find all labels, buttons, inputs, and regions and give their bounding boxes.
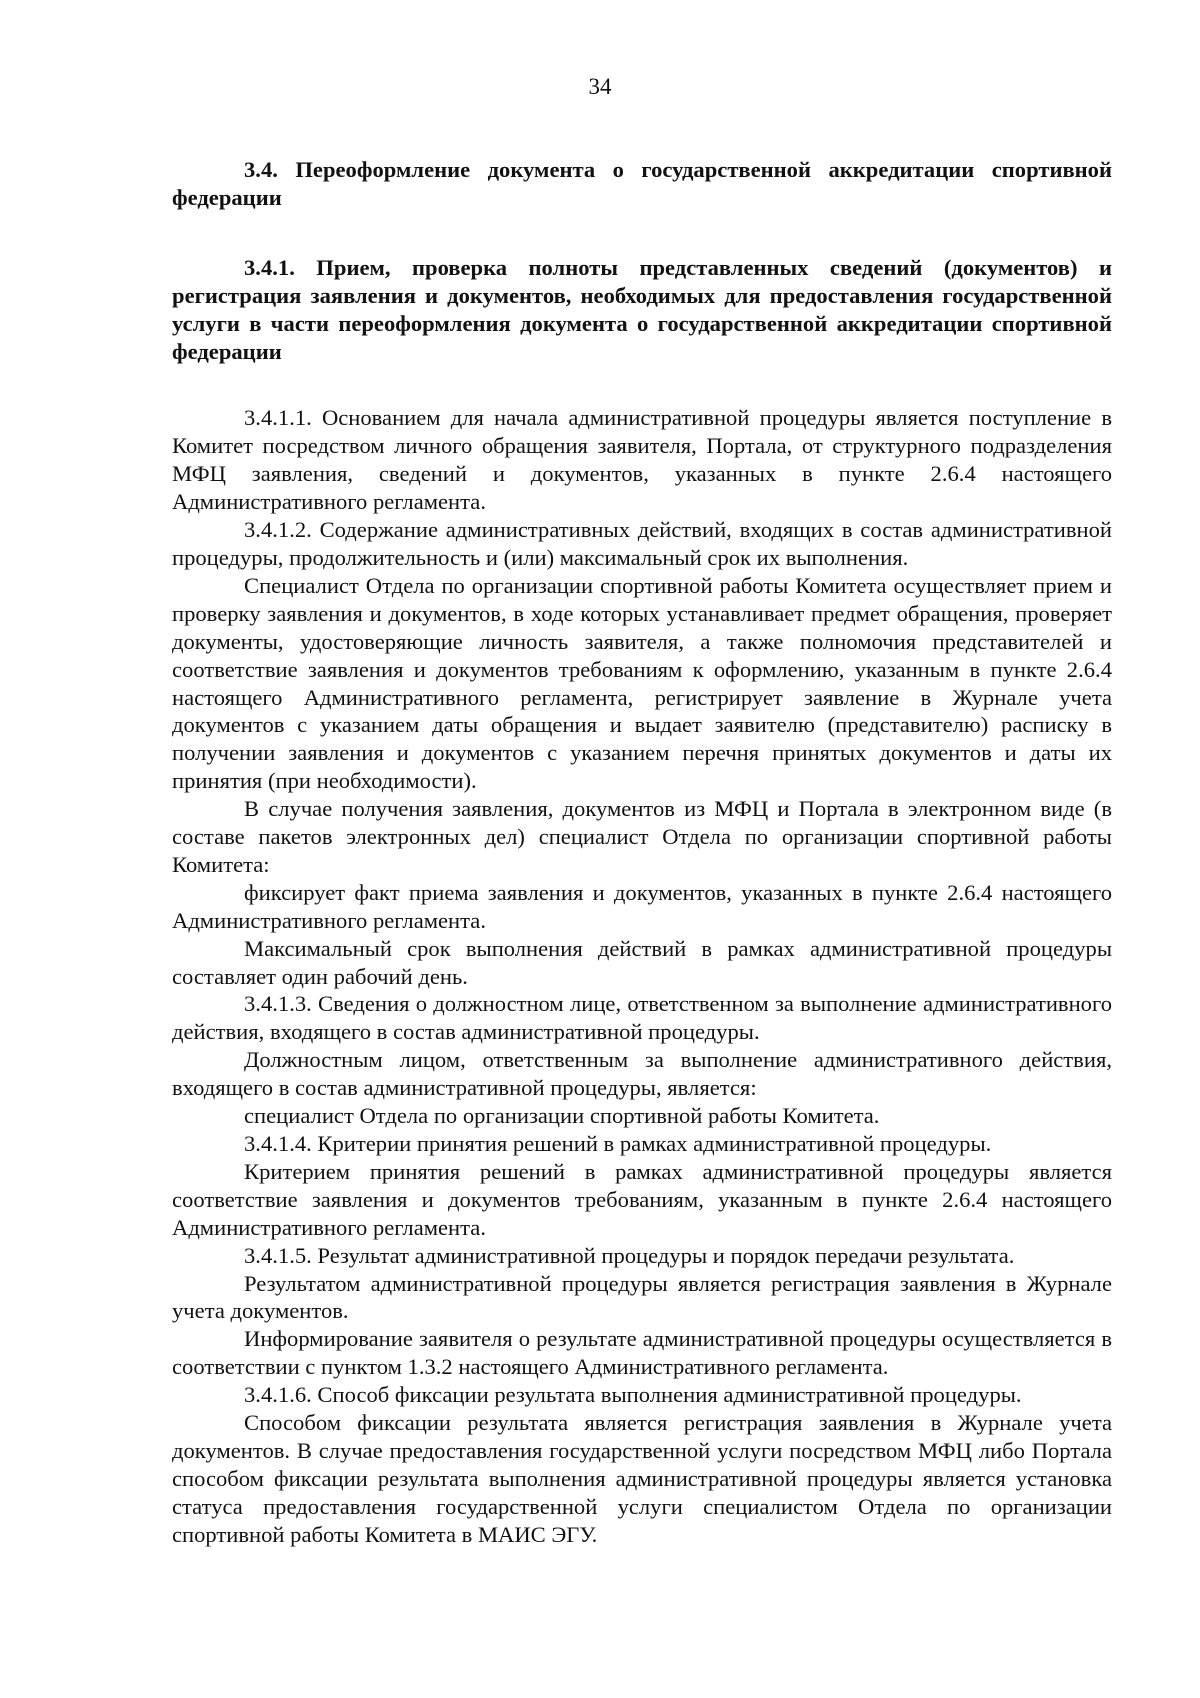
paragraph: Результатом административной процедуры является регистрация заявления в Журнале учета документов. bbox=[172, 1270, 1112, 1324]
section-heading: 3.4. Переоформление документа о государственной аккредитации спортивной федерации bbox=[172, 157, 1112, 210]
paragraph: Способом фиксации результата является регистрация заявления в Журнале учета документов. В случае предоставления государственной услуги посредством МФЦ либо Портала способом фиксации результата выполнения административной процедуры является установка статуса предоставления государственной услуги специалистом Отдела по организации спортивной работы Комитета в МАИС ЭГУ. bbox=[172, 1410, 1112, 1547]
paragraph: 3.4.1.6. Способ фиксации результата выполнения административной процедуры. bbox=[244, 1382, 1022, 1408]
paragraph: 3.4.1.4. Критерии принятия решений в рамках административной процедуры. bbox=[244, 1131, 992, 1156]
paragraph: 3.4.1.5. Результат административной процедуры и порядок передачи результата. bbox=[244, 1242, 1015, 1268]
paragraph: фиксирует факт приема заявления и документов, указанных в пункте 2.6.4 настоящего Административного регламента. bbox=[172, 879, 1112, 933]
paragraph: Критерием принятия решений в рамках административной процедуры является соответствие заявления и документов требованиям, указанным в пункте 2.6.4 настоящего Административного регламента. bbox=[172, 1158, 1112, 1240]
paragraph: В случае получения заявления, документов из МФЦ и Портала в электронном виде (в составе пакетов электронных дел) специалист Отдела по организации спортивной работы Комитета: bbox=[172, 796, 1112, 877]
subsection-heading: 3.4.1. Прием, проверка полноты представленных сведений (документов) и регистрация заявления и документов, необходимых для предоставления государственной услуги в части переоформления документа о государственной аккредитации спортивной федерации bbox=[172, 254, 1112, 364]
document-body bbox=[172, 156, 1112, 1549]
paragraph: 3.4.1.1. Основанием для начала административной процедуры является поступление в Комитет посредством личного обращения заявителя, Портала, от структурного подразделения МФЦ заявления, сведений и документов, указанных в пункте 2.6.4 настоящего Административного регламента. bbox=[172, 405, 1112, 515]
paragraph: Специалист Отдела по организации спортивной работы Комитета осуществляет прием и проверку заявления и документов, в ходе которых устанавливает предмет обращения, проверяет документы, удостоверяющие личность заявителя, а также полномочия представителей и соответствие заявления и документов требованиям к оформлению, указанным в пункте 2.6.4 настоящего Административного регламента, регистрирует заявление в Журнале учета документов с указанием даты обращения и выдает заявителю (представителю) расписку в получении заявления и документов с указанием перечня принятых документов и даты их принятия (при необходимости). bbox=[172, 572, 1112, 794]
paragraph: 3.4.1.3. Сведения о должностном лице, ответственном за выполнение административного действия, входящего в состав административной процедуры. bbox=[172, 991, 1112, 1045]
paragraph: Должностным лицом, ответственным за выполнение административного действия, входящего в состав административной процедуры, является: bbox=[172, 1047, 1112, 1101]
paragraph: Максимальный срок выполнения действий в рамках административной процедуры составляет один рабочий день. bbox=[172, 935, 1112, 989]
paragraph: специалист Отдела по организации спортивной работы Комитета. bbox=[244, 1103, 880, 1129]
paragraph: 3.4.1.2. Содержание административных действий, входящих в состав административной процедуры, продолжительность и (или) максимальный срок их выполнения. bbox=[172, 517, 1112, 570]
page-number: 34 bbox=[588, 74, 612, 99]
paragraph: Информирование заявителя о результате административной процедуры осуществляется в соответствии с пунктом 1.3.2 настоящего Административного регламента. bbox=[172, 1326, 1112, 1380]
